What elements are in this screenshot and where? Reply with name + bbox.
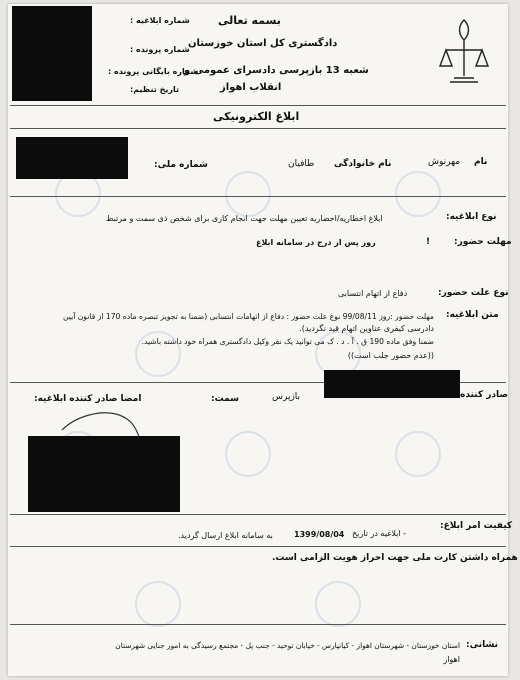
org-line-3: انقلاب اهواز bbox=[220, 82, 282, 93]
org-line-1: دادگستری کل استان خوزستان bbox=[188, 38, 338, 49]
notice-text-line-1: مهلت حضور :روز 99/08/11 نوع علت حضور : دفاع از اتهامات انتسابی (ضمنا به تجویز تبصره ماده 170 از قانون آیین bbox=[63, 312, 434, 321]
family-name-label: نام خانوادگی bbox=[334, 159, 392, 169]
document-title: ابلاغ الکترونیکی bbox=[213, 110, 300, 123]
redacted-header-fields bbox=[12, 6, 92, 101]
issuer-role-label: سمت: bbox=[211, 394, 240, 404]
notice-type-label: نوع ابلاغیه: bbox=[446, 212, 497, 222]
delivery-suffix: به سامانه ابلاغ ارسال گردید. bbox=[178, 531, 273, 540]
national-id-label: شماره ملی: bbox=[154, 160, 208, 170]
case-number-label: شماره پرونده : bbox=[130, 45, 190, 54]
issuer-label: صادر کننده bbox=[460, 390, 509, 400]
org-line-2: شعبه 13 بازپرسی دادسرای عمومی و bbox=[184, 65, 369, 76]
issuer-role-value: بازپرس bbox=[272, 392, 301, 402]
family-name-value: طافیان bbox=[288, 159, 315, 169]
judiciary-emblem-icon bbox=[438, 16, 490, 96]
deadline-label: مهلت حضور: bbox=[454, 237, 512, 247]
notice-text-line-3: ضمنا وفق ماده 190 ق . آ . د . ک می توانید یک نفر وکیل دادگستری همراه خود داشته باشید. bbox=[141, 337, 434, 346]
address-line-2: اهواز bbox=[443, 655, 460, 664]
delivery-label: کیفیت امر ابلاغ: bbox=[440, 521, 513, 531]
id-card-note: همراه داشتن کارت ملی جهت احراز هویت الزامی است. bbox=[272, 553, 518, 563]
issue-date-label: تاریخ تنظیم: bbox=[130, 85, 179, 94]
delivery-prefix: - ابلاغیه در تاریخ bbox=[352, 529, 406, 538]
attendance-cause-value: دفاع از اتهام انتسابی bbox=[338, 289, 408, 298]
notice-text-line-2: دادرسی کیفری عناوین اتهام قید نگردید). bbox=[299, 324, 434, 333]
attendance-cause-label: نوع علت حضور: bbox=[438, 288, 509, 298]
deadline-value: روز پس از درج در سامانه ابلاغ bbox=[256, 238, 376, 247]
notice-text-line-4: ((عدم حضور جلب است)) bbox=[347, 351, 434, 360]
redacted-issuer-name bbox=[324, 370, 460, 398]
name-value: مهرنوش bbox=[428, 157, 461, 167]
signature-label: امضا صادر کننده ابلاغیه: bbox=[34, 394, 142, 404]
notice-type-value: ابلاغ اخطاریه/احضاریه تعیین مهلت جهت انجام کاری برای شخص ذی سمت و مرتبط bbox=[106, 214, 383, 223]
name-label: نام bbox=[474, 157, 488, 167]
redacted-national-id bbox=[16, 137, 128, 179]
redacted-signature bbox=[28, 436, 180, 512]
address-label: نشانی: bbox=[466, 640, 499, 650]
notice-number-label: شماره ابلاغیه : bbox=[130, 16, 190, 25]
address-line-1: استان خوزستان - شهرستان اهواز - کیانپارس - خیابان توحید - جنب پل - مجتمع رسیدگی به امور جنایی شهرستان bbox=[115, 641, 460, 650]
bismillah: بسمه تعالی bbox=[218, 14, 281, 27]
deadline-marker: ! bbox=[426, 237, 431, 247]
notice-text-label: متن ابلاغیه: bbox=[446, 310, 499, 320]
archive-number-label: شماره بایگانی پرونده : bbox=[108, 67, 199, 76]
notice-document bbox=[8, 4, 518, 676]
delivery-date: 1399/08/04 bbox=[294, 530, 345, 539]
